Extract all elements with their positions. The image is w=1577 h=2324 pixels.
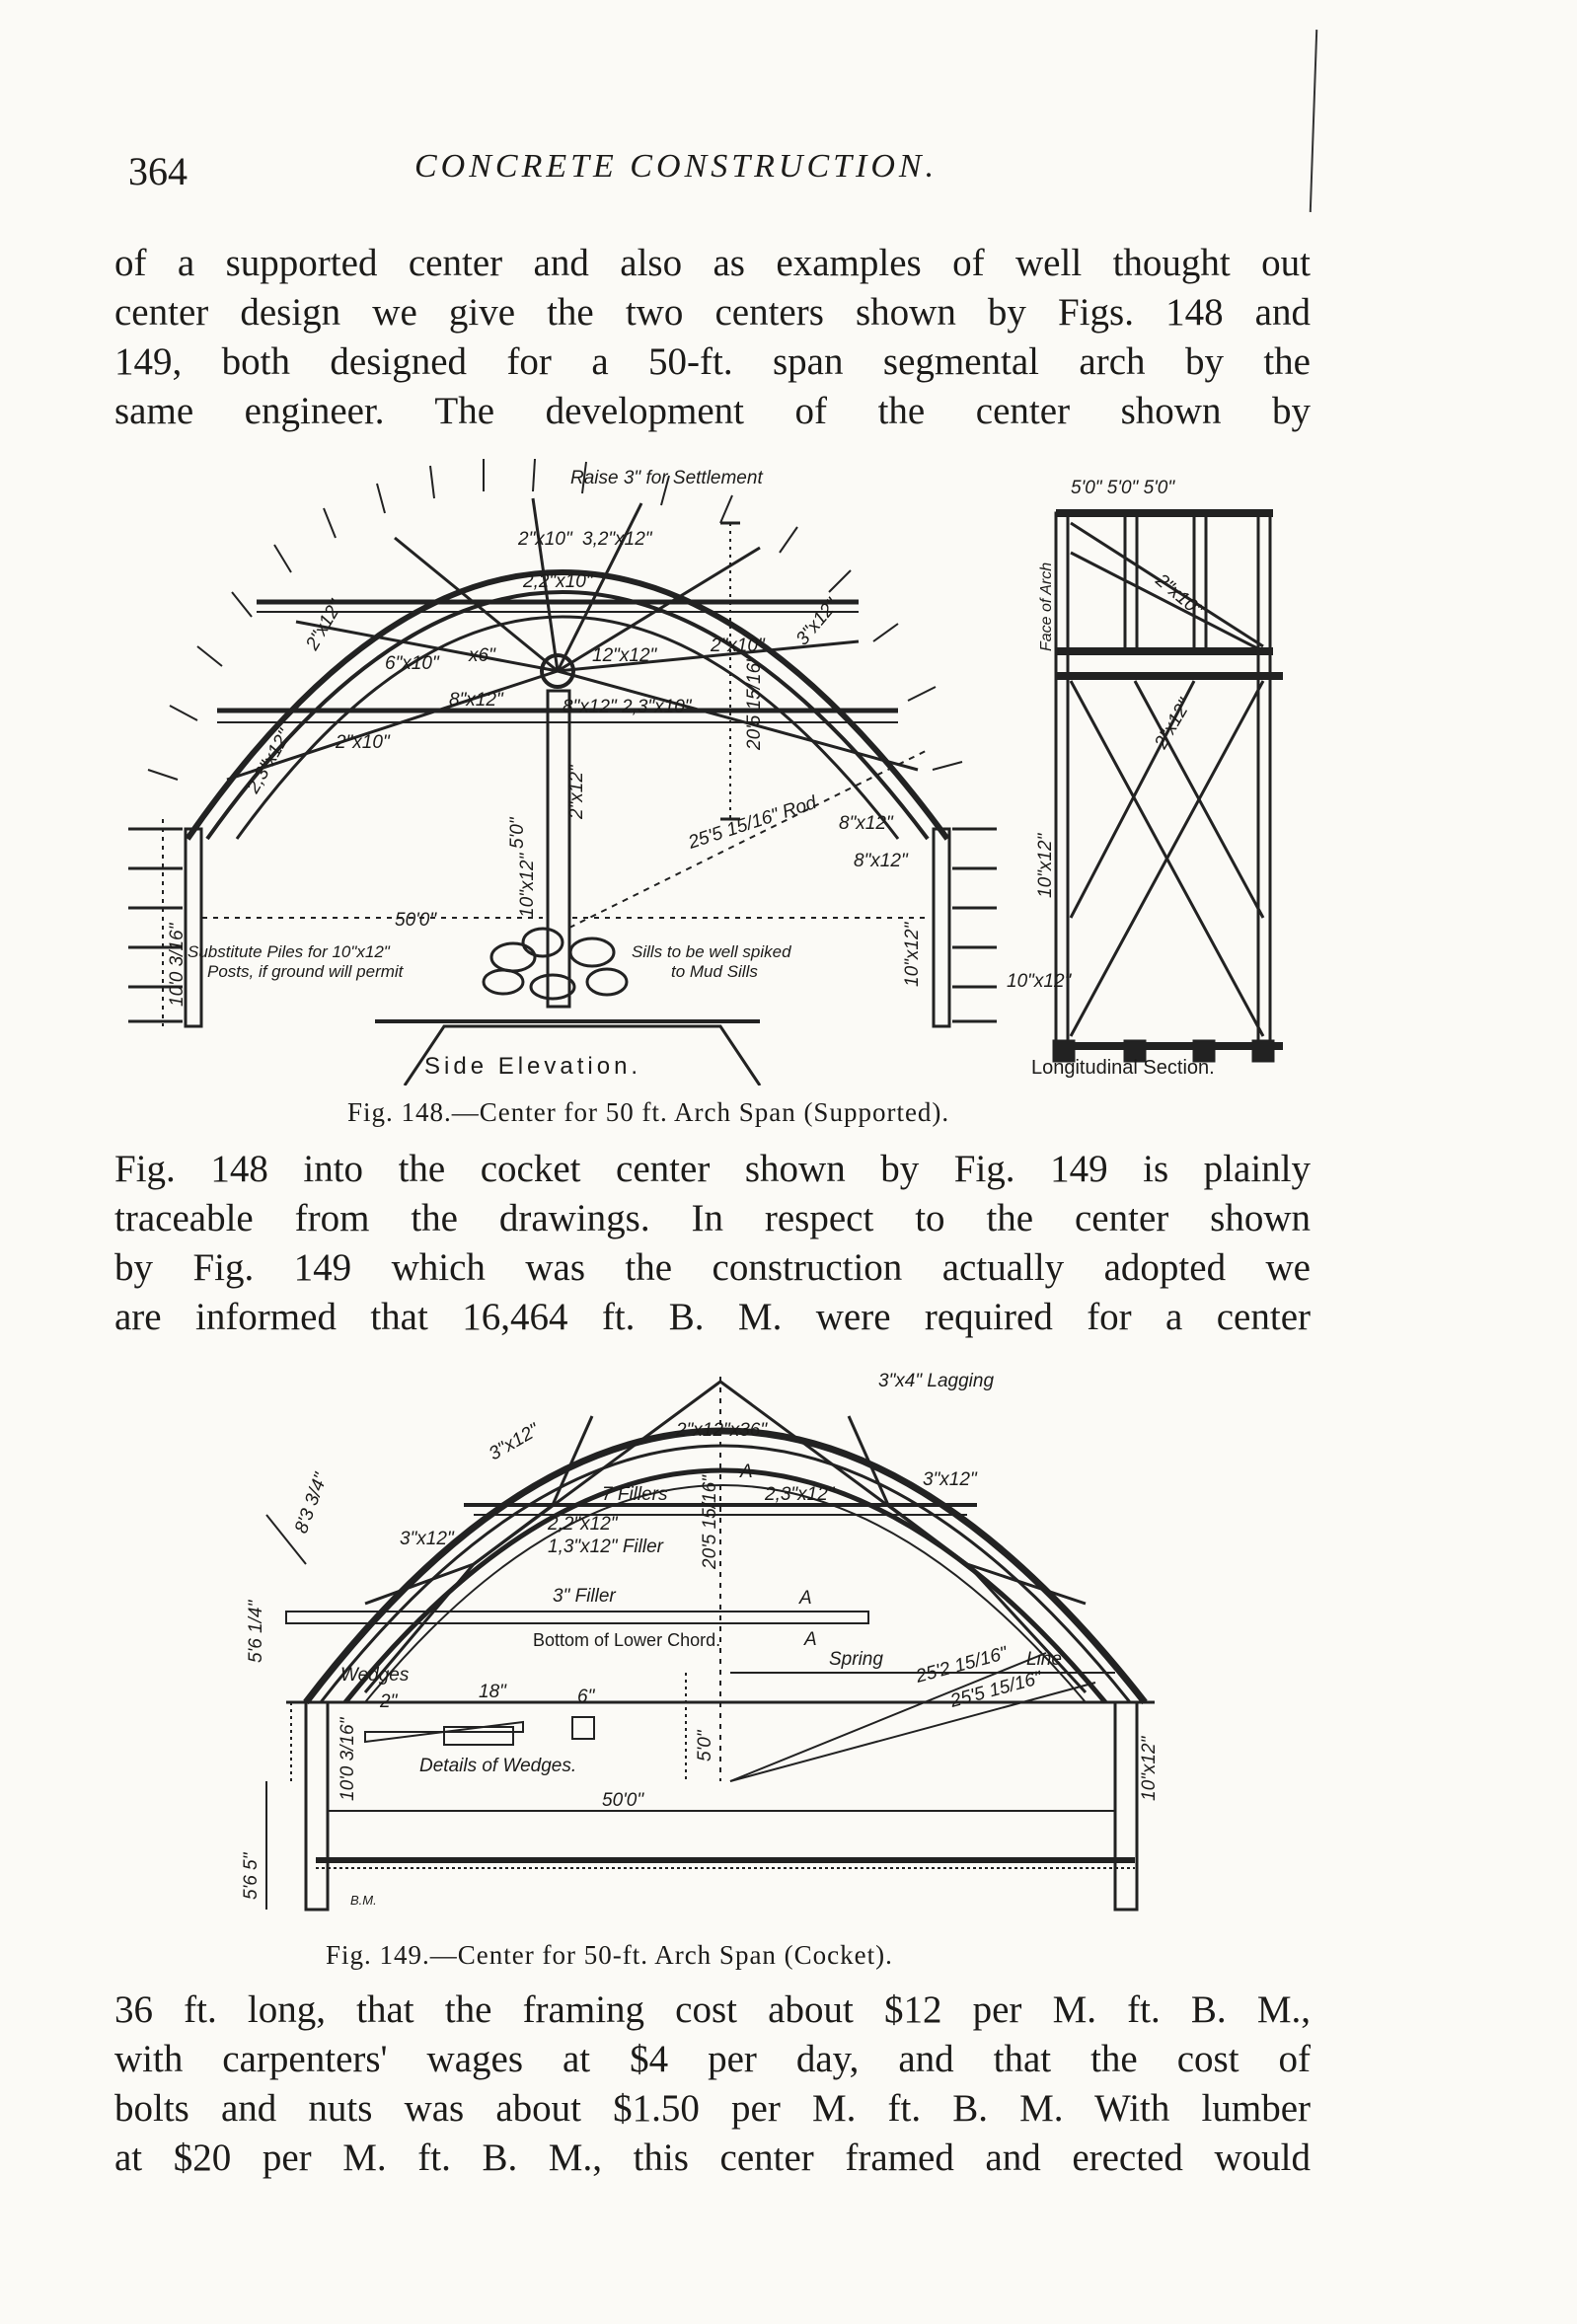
fig149-label: 6" xyxy=(577,1687,595,1707)
fig149-label: 2,2"x12" xyxy=(548,1514,618,1535)
fig148-raise-label: Raise 3" for Settlement xyxy=(570,468,763,488)
fig149-label: 10'0 3/16" xyxy=(338,1717,358,1801)
fig149-label: 25'5 15/16" xyxy=(947,1667,1044,1712)
paragraph-line: by Fig. 149 which was the construction actually adopted we xyxy=(114,1246,1311,1289)
paragraph-line: Fig. 148 into the cocket center shown by Fig. 149 is plainly xyxy=(114,1148,1311,1190)
figure-148-caption: Fig. 148.—Center for 50 ft. Arch Span (Supported). xyxy=(347,1097,950,1127)
fig148-label: 2"x10" xyxy=(711,636,765,656)
fig149-label: 10"x12" xyxy=(1139,1736,1160,1801)
fig148-label: 8"x12" xyxy=(839,813,893,834)
fig148-label: 3"x12" xyxy=(791,594,843,650)
paragraph-line: at $20 per M. ft. B. M., this center framed and erected would xyxy=(114,2137,1311,2179)
fig149-span: 50'0" xyxy=(602,1790,644,1811)
fig149-label: 3"x12" xyxy=(400,1529,454,1549)
fig148-label: 2,3"x12" xyxy=(243,725,296,797)
fig149-rise: 20'5 15/16" xyxy=(700,1475,720,1569)
fig148-label: 8"x12" xyxy=(449,690,503,711)
fig149-label: 3"x12" xyxy=(923,1469,977,1490)
paragraph-line: center design we give the two centers shown by Figs. 148 and xyxy=(114,291,1311,334)
fig148-label: 3,2"x12" xyxy=(582,529,652,550)
fig148-left-height: 10'0 3/16" xyxy=(167,923,188,1007)
paragraph-line: of a supported center and also as examples of well thought out xyxy=(114,242,1311,284)
fig148-span-label: 50'0" xyxy=(395,910,437,931)
fig148-label: 2"x12" xyxy=(566,765,587,819)
fig149-wedges: Wedges xyxy=(340,1665,410,1686)
fig148-label: 10"x12" xyxy=(517,853,538,918)
fig148-mud-note: to Mud Sills xyxy=(671,962,758,981)
fig148-label: 6"x10" xyxy=(385,653,439,674)
fig148-section-label: 2"x10" xyxy=(1151,569,1207,621)
fig148-label: 8"x12" xyxy=(854,851,908,871)
figure-149-caption: Fig. 149.—Center for 50-ft. Arch Span (Cocket). xyxy=(326,1940,893,1970)
fig148-posts-note: Posts, if ground will permit xyxy=(207,962,404,981)
paragraph-3 xyxy=(114,1986,1311,2183)
paragraph-line: same engineer. The development of the center shown by xyxy=(114,390,1311,432)
fig148-section-top: 5'0" 5'0" 5'0" xyxy=(1071,478,1175,498)
fig148-label: 2,3"x10" xyxy=(622,697,692,717)
figure-149-drawing xyxy=(227,1367,1214,1919)
fig149-line: Line xyxy=(1026,1649,1062,1670)
fig149-label: 2" xyxy=(380,1691,398,1712)
fig149-a: A xyxy=(740,1462,753,1482)
paragraph-line: with carpenters' wages at $4 per day, and that the cost of xyxy=(114,2038,1311,2080)
paragraph-line: bolts and nuts was about $1.50 per M. ft. B. M. With lumber xyxy=(114,2087,1311,2130)
fig148-label: 12"x12" xyxy=(592,645,657,666)
page-edge-line xyxy=(1310,30,1317,212)
fig148-label: 2"x10" xyxy=(336,732,390,753)
fig149-label: B.M. xyxy=(350,1893,377,1908)
fig148-section-label: 2"x12" xyxy=(1151,695,1196,753)
fig148-section-label: 10"x12" xyxy=(1007,971,1072,992)
fig149-a: A xyxy=(799,1588,812,1609)
fig149-lagging: 3"x4" Lagging xyxy=(878,1371,995,1391)
paragraph-1 xyxy=(114,239,1311,436)
fig149-label: 5'6 5" xyxy=(241,1852,262,1900)
fig149-label: 25'2 15/16" xyxy=(913,1642,1010,1687)
page-number: 364 xyxy=(128,149,188,193)
fig148-face-label: Face of Arch xyxy=(1038,562,1055,651)
paragraph-line: 149, both designed for a 50-ft. span segmental arch by the xyxy=(114,340,1311,383)
fig148-longitudinal-title: Longitudinal Section. xyxy=(1031,1057,1215,1079)
fig149-chord: Bottom of Lower Chord. xyxy=(533,1630,721,1650)
fig148-rise-label: 20'5 15/16" xyxy=(744,656,765,750)
fig148-section-label: 10"x12" xyxy=(1035,833,1056,898)
fig148-side-elevation-title: Side Elevation. xyxy=(424,1053,642,1080)
paragraph-2 xyxy=(114,1145,1311,1342)
fig148-sills-note: Sills to be well spiked xyxy=(632,942,791,961)
fig148-label: 8"x12" xyxy=(563,697,617,717)
fig148-rod-label: 25'5 15/16" Rod xyxy=(686,792,819,854)
fig148-label: 2"x10" xyxy=(518,529,572,550)
fig148-label: x6" xyxy=(469,645,495,666)
fig149-label: 8'3 3/4" xyxy=(290,1470,333,1537)
fig149-label: 2"x12"x36" xyxy=(676,1420,768,1441)
fig149-label: 1,3"x12" Filler xyxy=(548,1537,663,1557)
fig148-label: 2,2"x10" xyxy=(523,571,593,592)
fig149-label: 7 Fillers xyxy=(602,1484,668,1505)
fig149-label: 5'0" xyxy=(695,1730,715,1762)
fig148-label: 10"x12" xyxy=(902,922,923,987)
fig148-piles-note: Substitute Piles for 10"x12" xyxy=(188,942,390,961)
fig148-label: 2"x12" xyxy=(302,596,347,654)
fig149-label: 2,3"x12" xyxy=(765,1484,835,1505)
paragraph-line: 36 ft. long, that the framing cost about $12 per M. ft. B. M., xyxy=(114,1988,1311,2031)
fig149-label: 18" xyxy=(479,1682,506,1702)
fig148-label: 5'0" xyxy=(507,817,528,849)
fig149-spring: Spring xyxy=(829,1649,883,1670)
fig149-details: Details of Wedges. xyxy=(419,1756,577,1776)
figure-148-drawing xyxy=(109,454,1342,1086)
paragraph-line: traceable from the drawings. In respect to the center shown xyxy=(114,1197,1311,1239)
fig149-label: 5'6 1/4" xyxy=(246,1600,266,1663)
paragraph-line: are informed that 16,464 ft. B. M. were required for a center xyxy=(114,1296,1311,1338)
running-title: CONCRETE CONSTRUCTION. xyxy=(414,148,939,185)
fig149-label: 3"x12" xyxy=(486,1419,543,1465)
fig149-a: A xyxy=(804,1629,817,1650)
fig149-filler: 3" Filler xyxy=(553,1586,616,1607)
